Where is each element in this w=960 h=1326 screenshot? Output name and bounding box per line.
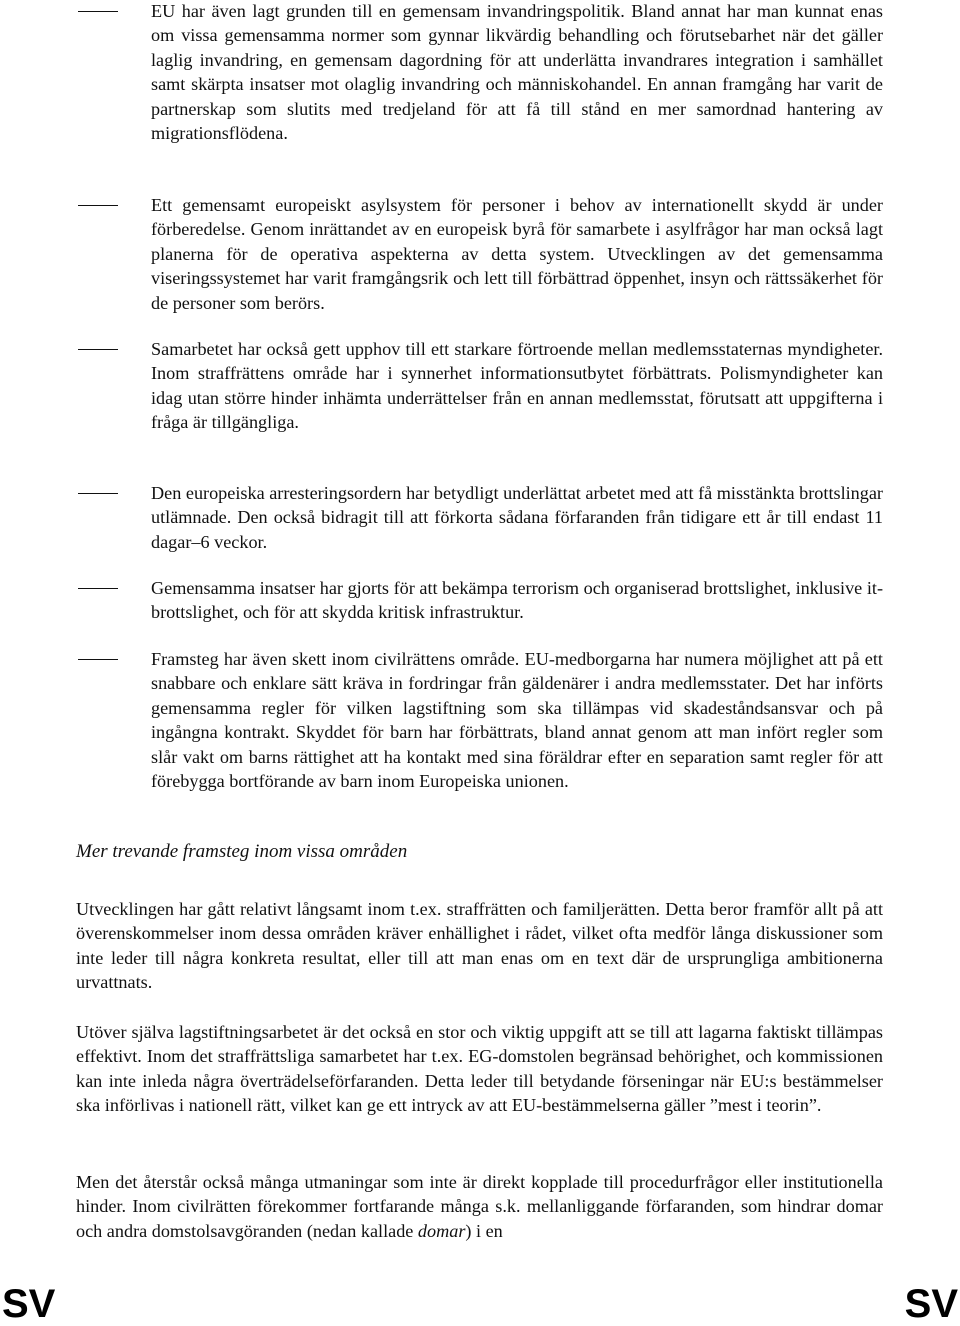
bullet-text: Framsteg har även skett inom civilrättens område. EU-medborgarna har numera möjlighet att på ett snabbare och enklare sätt kräva in fordringar från gäldenärer i andra medlemsstater. Det har införts gemensamma regler för vilken lagstiftning som ska tillämpas vid skadeståndsansvar och på ingångna kontrakt. Skyddet för barn har förbättrats, bland annat genom att man infört regler som slår vakt om barns rättighet att ha kontakt med sina föräldrar efter en separation samt regler för att förebygga bortförande av barn inom Europeiska unionen. — [151, 649, 883, 792]
language-code-right: SV — [904, 1282, 958, 1326]
bullet-text: Gemensamma insatser har gjorts för att bekämpa terrorism och organiserad brottslighet, inklusive it-brottslighet, och för att skydda kritisk infrastruktur. — [151, 578, 883, 623]
section-heading: Mer trevande framsteg inom vissa områden — [76, 841, 408, 862]
bullet-text: Den europeiska arresteringsordern har betydligt underlättat arbetet med att få misstänkta brottslingar utlämnade. Den också bidragit till att förkorta sådana förfaranden från tidigare ett år till endast 11 dagar–6 veckor. — [151, 483, 883, 552]
paragraph: Utvecklingen har gått relativt långsamt inom t.ex. straffrätten och familjerätten. Detta beror framför allt på att överenskommelser inom dessa områden kräver enhällighet i rådet, vilket ofta medför långa diskussioner som inte leder till några konkreta resultat, eller till att man enas om en text där de ursprungliga ambitionerna urvattnats. — [76, 899, 883, 993]
emphasized-text: domar — [417, 1220, 466, 1241]
language-code-left: SV — [2, 1282, 56, 1326]
bullet-text: Ett gemensamt europeiskt asylsystem för personer i behov av internationellt skydd är under förberedelse. Genom inrättandet av en europeisk byrå för samarbete i asylfrågor har man också lagt planerna för de operativa aspekterna av detta system. Utvecklingen av det gemensamma viseringssystemet har varit framgångsrik och lett till förbättrad öppenhet, insyn och rättssäkerhet för de personer som berörs. — [151, 195, 883, 313]
dash-marker — [78, 588, 118, 589]
paragraph-text: Men det återstår också många utmaningar som inte är direkt kopplade till procedurfrågor eller institutionella hinder. Inom civilrätten förekommer fortfarande många s.k. mellanliggande förfaranden, som hindrar domar och andra domstolsavgöranden (nedan kallade — [76, 1172, 883, 1241]
dash-marker — [78, 11, 118, 12]
bullet-text: EU har även lagt grunden till en gemensam invandringspolitik. Bland annat har man kunnat enas om vissa gemensamma normer som gynnar likvärdig behandling och förutsebarhet när det gäller laglig invandring, en gemensam dagordning för att underlätta invandrares integration i samhället samt skärpta insatser mot olaglig invandring och människohandel. En annan framgång har varit de partnerskap som slutits med tredjeland för att få till stånd en mer samordnad hantering av migrationsflödena. — [151, 1, 883, 144]
paragraph — [76, 1170, 883, 1243]
dash-marker — [78, 659, 118, 660]
dash-marker — [78, 493, 118, 494]
dash-marker — [78, 205, 118, 206]
paragraph: Utöver själva lagstiftningsarbetet är det också en stor och viktig uppgift att se till att lagarna faktiskt tillämpas effektivt. Inom det straffrättsliga samarbetet har t.ex. EG-domstolen begränsad behörighet, och kommissionen kan inte inleda några överträdelseförfaranden. Detta leder till betydande förseningar när EU:s bestämmelser ska införlivas i nationell rätt, vilket kan ge ett intryck av att EU-bestämmelserna gäller ”mest i teorin”. — [76, 1022, 883, 1116]
bullet-text: Samarbetet har också gett upphov till ett starkare förtroende mellan medlemsstaternas myndigheter. Inom straffrättens område har i synnerhet informationsutbytet förbättrats. Polismyndigheter kan idag utan större hinder inhämta underrättelser från en annan medlemsstat, förutsatt att uppgifterna i fråga är tillgängliga. — [151, 339, 883, 433]
paragraph-text: ) i en — [465, 1220, 503, 1241]
dash-marker — [78, 349, 118, 350]
